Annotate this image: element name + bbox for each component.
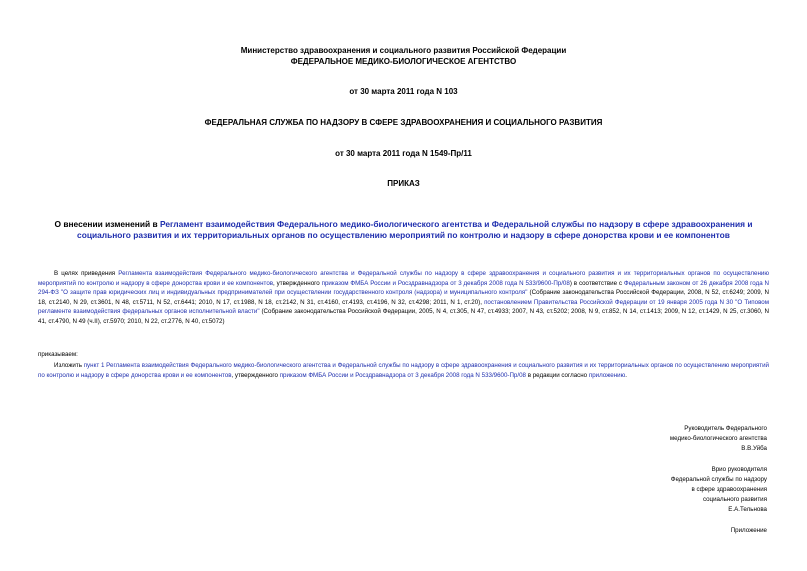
preamble-text-1: В целях приведения	[54, 270, 119, 277]
title-prefix: О внесении изменений в	[54, 219, 160, 229]
fmba-order-link-2[interactable]: приказом ФМБА России и Росздравнадзора от 3 декабря 2008 года N 533/9600-Пр/08	[279, 371, 526, 379]
order-paragraph	[38, 361, 769, 380]
order-text-2: , утвержденного	[231, 371, 280, 379]
title-regulation-link[interactable]: Регламент взаимодействия Федерального медико-биологического агентства и Федеральной службы по надзору в сфере здравоохранения и социального развития и их территориальных органов по осуществлению мероприятий по контролю и надзору в сфере донорства крови и ее компонентов	[77, 219, 753, 240]
order-date-2: от 30 марта 2011 года N 1549-Пр/11	[335, 149, 472, 158]
government-resolution-link[interactable]: постановлением Правительства Российской Федерации от 19 января 2005 года N 30 "О Типовом регламенте взаимодействия федеральных органов исполнительной власти"	[38, 298, 769, 316]
signatory-2-title-2: Федеральной службы по надзору	[670, 476, 767, 483]
signatory-2-name: Е.А.Тельнова	[728, 506, 767, 513]
agency-heading: ФЕДЕРАЛЬНОЕ МЕДИКО-БИОЛОГИЧЕСКОЕ АГЕНТСТВО	[290, 57, 517, 66]
document-title	[30, 219, 777, 241]
order-text-3: в редакции согласно	[525, 371, 589, 379]
order-text-1: Изложить	[54, 362, 84, 369]
preamble-text-4: (Собрание законодательства Российской Федерации, 2008, N 52, ст.6249; 2009, N 18, ст.2140, N 29, ст.3601, N 48, ст.5711, N 52, ст.6441; 2010, N 17, ст.1988, N 18, ст.2142, N 31, ст.4160, ст.4193, ст.4196, N 32, ст.4298; 2011, N 1, ст.20),	[38, 289, 769, 306]
order-text-4: .	[625, 371, 627, 379]
preamble-paragraph	[38, 269, 769, 327]
regulation-link[interactable]: Регламента взаимодействия Федерального медико-биологического агентства и Федеральной службы по надзору в сфере здравоохранения и социального развития и их территориальных органов по осуществлению мероприятий по контролю и надзору в сфере донорства крови и ее компонентов	[38, 270, 769, 287]
ministry-heading: Министерство здравоохранения и социального развития Российской Федерации	[240, 46, 567, 55]
signatory-1-title-2: медико-биологического агентства	[669, 435, 767, 442]
preamble-text-2: , утвержденного	[273, 279, 322, 287]
service-heading: ФЕДЕРАЛЬНАЯ СЛУЖБА ПО НАДЗОРУ В СФЕРЕ ЗДРАВООХРАНЕНИЯ И СОЦИАЛЬНОГО РАЗВИТИЯ	[204, 118, 603, 127]
point-1-link[interactable]: пункт 1 Регламента взаимодействия Федерального медико-биологического агентства и Федеральной службы по надзору в сфере здравоохранения и социального развития и их территориальных органов по осуществлению мероприятий по контролю и надзору в сфере донорства крови и ее компонентов	[38, 362, 769, 379]
signatory-1-name: В.В.Уйба	[741, 445, 767, 452]
preamble-text-5: (Собрание законодательства Российской Федерации, 2005, N 4, ст.305, N 47, ст.4933; 2007, N 43, ст.5202; 2008, N 9, ст.852, N 14, ст.1413; 2009, N 12, ст.1429, N 25, ст.3060, N 41, ст.4790, N 49 (ч.II), ст.5970; 2010, N 22, ст.2776, N 40, ст.5072)	[38, 308, 769, 325]
document-type: ПРИКАЗ	[387, 179, 420, 188]
signatory-1-title-1: Руководитель Федерального	[684, 425, 767, 432]
fmba-order-link[interactable]: приказом ФМБА России и Росздравнадзора от 3 декабря 2008 года N 533/9600-Пр/08	[321, 279, 570, 287]
appendix-label: Приложение	[730, 527, 767, 534]
preamble-text-3: ) в соответствие с	[569, 279, 624, 287]
signatory-2-title-3: в сфере здравоохранения	[691, 486, 767, 493]
signatory-2-title-1: Врио руководителя	[711, 466, 767, 473]
order-word: приказываем:	[38, 351, 78, 358]
federal-law-link[interactable]: Федеральным законом от 26 декабря 2008 года N 294-ФЗ "О защите прав юридических лиц и индивидуальных предпринимателей при осуществлении государственного контроля (надзора) и муниципального контроля"	[38, 279, 769, 297]
order-date-1: от 30 марта 2011 года N 103	[349, 87, 458, 96]
appendix-link[interactable]: приложению	[588, 371, 626, 379]
signatory-2-title-4: социального развития	[702, 496, 767, 503]
